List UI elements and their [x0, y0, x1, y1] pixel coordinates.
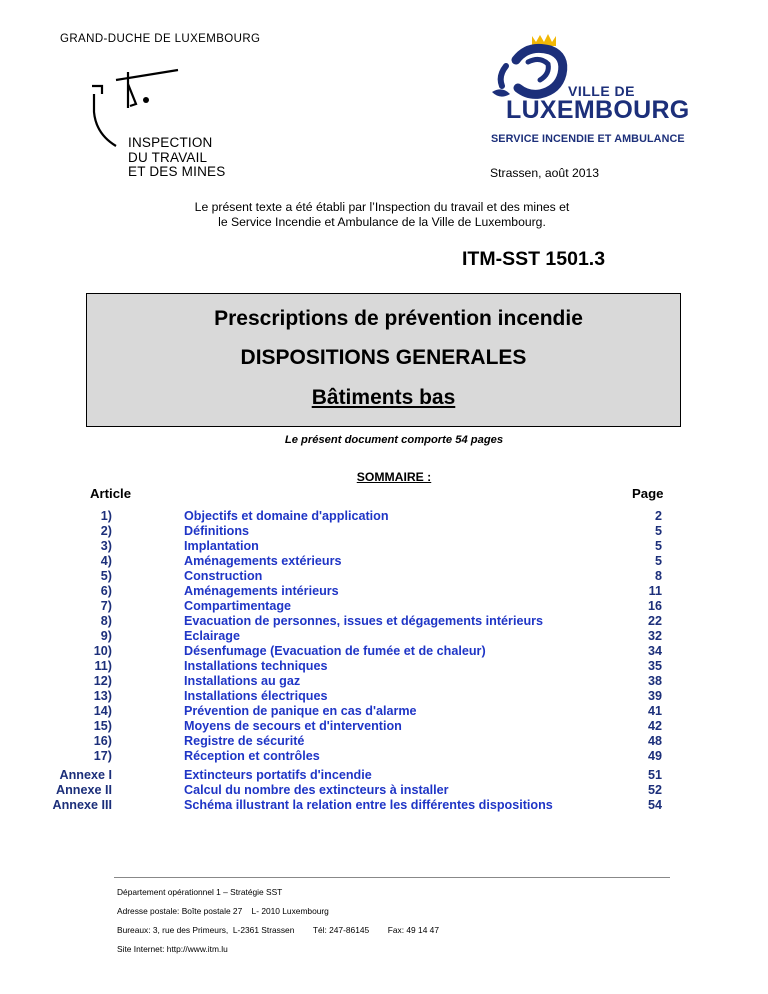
- toc-article-number: 15): [93, 719, 112, 733]
- toc-row: [0, 659, 768, 674]
- toc-row: [0, 644, 768, 659]
- toc-page-number: 42: [647, 719, 662, 733]
- toc-row: [0, 749, 768, 764]
- country-header: GRAND-DUCHE DE LUXEMBOURG: [60, 33, 261, 45]
- toc-entry-title[interactable]: Registre de sécurité: [184, 734, 305, 748]
- itm-name-line: DU TRAVAIL: [128, 149, 208, 165]
- toc-row: [0, 798, 768, 813]
- toc-page-number: 52: [647, 783, 662, 797]
- toc-row: [0, 569, 768, 584]
- toc-article-number: 1): [100, 509, 112, 523]
- toc-row: [0, 768, 768, 783]
- toc-article-number: 17): [93, 749, 112, 763]
- toc-entry-title[interactable]: Installations électriques: [184, 689, 328, 703]
- toc-page-number: 2: [654, 509, 662, 523]
- toc-entry-title[interactable]: Construction: [184, 569, 263, 583]
- toc-article-number: 8): [100, 614, 112, 628]
- toc-page-number: 38: [647, 674, 662, 688]
- pages-note: Le présent document comporte 54 pages: [284, 434, 504, 446]
- itm-name-line: INSPECTION: [128, 135, 213, 150]
- intro-line: Le présent texte a été établi par l’Inspection du travail et des mines et: [194, 200, 570, 214]
- toc-entry-title[interactable]: Aménagements extérieurs: [184, 554, 342, 568]
- toc-page-number: 11: [648, 584, 662, 598]
- toc-row: [0, 674, 768, 689]
- toc-article-number: Annexe II: [56, 783, 112, 797]
- toc-article-number: 7): [100, 599, 112, 613]
- toc-entry-title[interactable]: Extincteurs portatifs d'incendie: [184, 768, 372, 782]
- toc-page-number: 39: [647, 689, 662, 703]
- toc-article-number: 4): [100, 554, 112, 568]
- toc-entry-title[interactable]: Installations techniques: [184, 659, 328, 673]
- itm-name: [128, 136, 225, 180]
- toc-row: [0, 554, 768, 569]
- toc-article-number: 9): [100, 629, 112, 643]
- intro-line: le Service Incendie et Ambulance de la Ville de Luxembourg.: [218, 215, 546, 229]
- footer-department: Département opérationnel 1 – Stratégie SST: [117, 887, 283, 897]
- toc-article-number: 12): [93, 674, 112, 688]
- toc-entry-title[interactable]: Objectifs et domaine d'application: [184, 509, 389, 523]
- toc-page-number: 35: [647, 659, 662, 673]
- footer-website: Site Internet: http://www.itm.lu: [117, 944, 228, 954]
- toc-article-number: 3): [100, 539, 112, 553]
- footer-divider: [114, 877, 670, 878]
- toc-article-number: 5): [100, 569, 112, 583]
- toc-entry-title[interactable]: Désenfumage (Evacuation de fumée et de chaleur): [184, 644, 486, 658]
- toc-article-number: 16): [93, 734, 112, 748]
- toc-row: [0, 689, 768, 704]
- intro-text: [120, 200, 644, 230]
- toc-row: [0, 783, 768, 798]
- toc-entry-title[interactable]: Evacuation de personnes, issues et dégagements intérieurs: [184, 614, 544, 628]
- title-box: [86, 293, 681, 427]
- title-line-1: Prescriptions de prévention incendie: [214, 307, 583, 330]
- toc-article-number: 6): [100, 584, 112, 598]
- title-line-3: Bâtiments bas: [311, 386, 456, 409]
- vdl-service-name: SERVICE INCENDIE ET AMBULANCE: [491, 133, 685, 145]
- toc-entry-title[interactable]: Implantation: [184, 539, 259, 553]
- toc-page-number: 32: [647, 629, 662, 643]
- itm-name-line: ET DES MINES: [128, 164, 226, 179]
- vdl-name-line2: LUXEMBOURG: [506, 96, 690, 124]
- toc-page-number: 22: [647, 614, 662, 628]
- toc-article-number: Annexe I: [59, 768, 112, 782]
- toc-page-number: 5: [654, 554, 662, 568]
- toc-page-number: 51: [647, 768, 662, 782]
- toc-entry-title[interactable]: Schéma illustrant la relation entre les différentes dispositions: [184, 798, 553, 812]
- toc-page-number: 8: [654, 569, 662, 583]
- toc-article-number: Annexe III: [52, 798, 112, 812]
- toc-page-number: 5: [654, 539, 662, 553]
- footer-postal-address: Adresse postale: Boîte postale 27 L- 2010 Luxembourg: [117, 906, 329, 916]
- toc-row: [0, 734, 768, 749]
- toc-entry-title[interactable]: Compartimentage: [184, 599, 292, 613]
- toc-entry-title[interactable]: Calcul du nombre des extincteurs à installer: [184, 783, 449, 797]
- toc-row: [0, 524, 768, 539]
- toc-row: [0, 539, 768, 554]
- toc-entry-title[interactable]: Installations au gaz: [184, 674, 301, 688]
- toc-entry-title[interactable]: Prévention de panique en cas d'alarme: [184, 704, 417, 718]
- toc-page-number: 16: [647, 599, 662, 613]
- toc-article-number: 14): [93, 704, 112, 718]
- toc-row: [0, 614, 768, 629]
- toc-entry-title[interactable]: Réception et contrôles: [184, 749, 320, 763]
- toc-entry-title[interactable]: Moyens de secours et d'intervention: [184, 719, 402, 733]
- document-reference: ITM-SST 1501.3: [462, 248, 606, 270]
- toc-entry-title[interactable]: Définitions: [184, 524, 250, 538]
- toc-entry-title[interactable]: Eclairage: [184, 629, 241, 643]
- toc-page-number: 48: [647, 734, 662, 748]
- toc-page-number: 49: [647, 749, 662, 763]
- toc-row: [0, 719, 768, 734]
- toc-row: [0, 599, 768, 614]
- vdl-name-line1: VILLE DE: [568, 83, 636, 99]
- toc-row: [0, 704, 768, 719]
- toc-article-number: 13): [93, 689, 112, 703]
- toc-article-number: 2): [100, 524, 112, 538]
- toc-page-number: 41: [647, 704, 662, 718]
- toc-col-page: Page: [632, 486, 664, 501]
- toc-article-number: 11): [94, 659, 112, 673]
- place-date: Strassen, août 2013: [490, 166, 600, 180]
- toc-row: [0, 509, 768, 524]
- toc-entry-title[interactable]: Aménagements intérieurs: [184, 584, 339, 598]
- toc-row: [0, 629, 768, 644]
- toc-col-article: Article: [90, 486, 132, 501]
- footer-office-contacts: Bureaux: 3, rue des Primeurs, L-2361 Strassen Tél: 247-86145 Fax: 49 14 47: [117, 925, 439, 935]
- toc-heading: SOMMAIRE :: [356, 470, 432, 484]
- toc-row: [0, 584, 768, 599]
- toc-page-number: 5: [654, 524, 662, 538]
- toc-page-number: 54: [647, 798, 662, 812]
- title-line-2: DISPOSITIONS GENERALES: [240, 346, 527, 369]
- toc-article-number: 10): [93, 644, 112, 658]
- toc-page-number: 34: [647, 644, 662, 658]
